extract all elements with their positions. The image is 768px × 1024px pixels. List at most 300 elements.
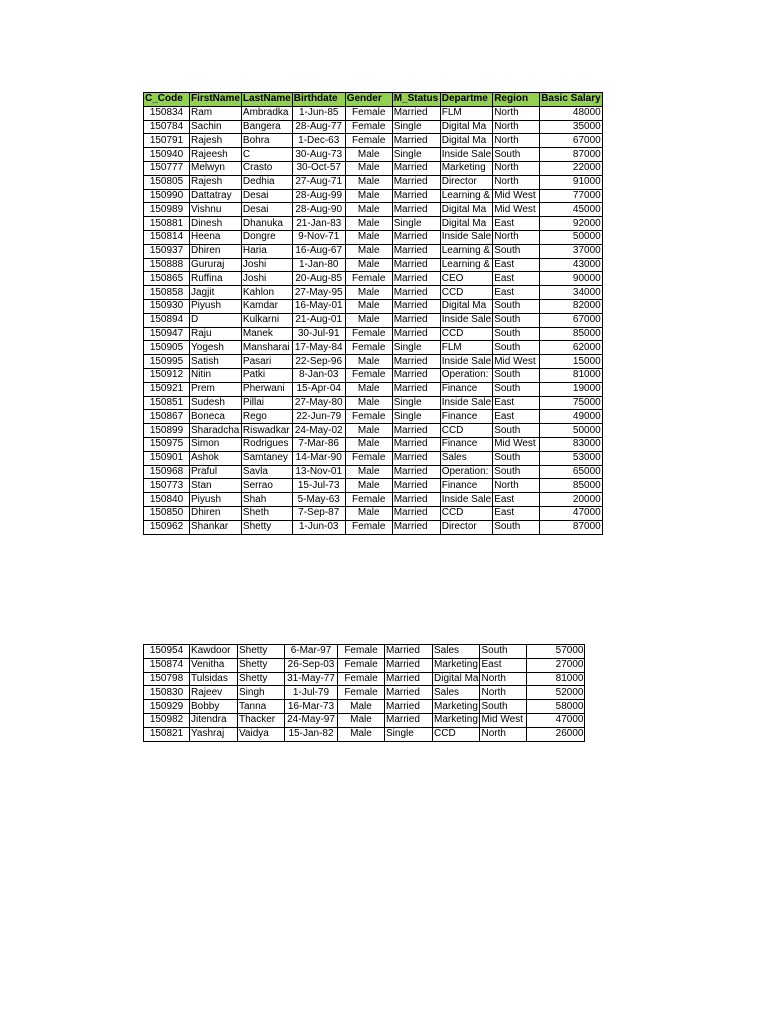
cell-m-status: Married xyxy=(385,713,433,727)
cell-m-status: Single xyxy=(392,341,440,355)
cell-firstname: Gururaj xyxy=(190,258,242,272)
cell-birthdate: 30-Oct-57 xyxy=(292,161,345,175)
table-row xyxy=(144,148,603,162)
cell-c-code: 150784 xyxy=(144,120,190,134)
cell-department: Finance xyxy=(440,479,492,493)
cell-birthdate: 15-Jan-82 xyxy=(285,727,338,741)
cell-basic-salary: 62000 xyxy=(540,341,603,355)
cell-gender: Male xyxy=(338,727,385,741)
cell-gender: Female xyxy=(345,134,392,148)
table-row xyxy=(144,189,603,203)
cell-gender: Female xyxy=(345,368,392,382)
cell-lastname: Kulkarni xyxy=(241,313,292,327)
cell-m-status: Married xyxy=(392,479,440,493)
cell-m-status: Married xyxy=(392,465,440,479)
cell-department: Inside Sale xyxy=(441,148,492,160)
cell-region: South xyxy=(493,424,540,438)
cell-birthdate: 24-May-97 xyxy=(285,713,338,727)
cell-firstname: Sharadcha xyxy=(190,424,242,438)
header-c-code: C_Code xyxy=(144,93,190,107)
cell-department: Operation: xyxy=(440,465,492,479)
cell-birthdate: 9-Nov-71 xyxy=(292,230,345,244)
cell-birthdate: 6-Mar-97 xyxy=(285,645,338,659)
cell-firstname: D xyxy=(190,313,242,327)
cell-lastname: Savla xyxy=(241,465,292,479)
table-row xyxy=(144,258,603,272)
cell-region: East xyxy=(493,493,540,507)
cell-birthdate: 17-May-84 xyxy=(292,341,345,355)
cell-gender: Male xyxy=(345,203,392,217)
cell-region: Mid West xyxy=(493,203,540,217)
cell-firstname: Vishnu xyxy=(190,203,242,217)
cell-gender: Male xyxy=(345,189,392,203)
cell-m-status: Married xyxy=(392,424,440,438)
cell-c-code: 150894 xyxy=(144,313,190,327)
cell-m-status: Married xyxy=(392,258,440,272)
table-row xyxy=(144,424,603,438)
cell-c-code: 150791 xyxy=(144,134,190,148)
cell-region: South xyxy=(493,451,540,465)
cell-birthdate: 8-Jan-03 xyxy=(292,368,345,382)
cell-firstname: Kawdoor xyxy=(190,645,238,659)
header-firstname: FirstName xyxy=(191,93,240,105)
cell-department: Digital Ma xyxy=(440,120,492,134)
cell-c-code: 150888 xyxy=(144,258,190,272)
cell-birthdate: 5-May-63 xyxy=(292,493,345,507)
cell-department: Learning & xyxy=(440,189,492,203)
cell-gender: Female xyxy=(345,451,392,465)
cell-lastname: Shetty xyxy=(238,658,285,672)
table-row xyxy=(144,382,603,396)
cell-gender: Female xyxy=(345,520,392,534)
cell-lastname: Joshi xyxy=(241,258,292,272)
cell-department: Inside Sale xyxy=(441,493,492,505)
header-basic-salary: Basic Salary xyxy=(541,93,601,105)
cell-region: East xyxy=(493,410,540,424)
cell-c-code: 150798 xyxy=(144,672,190,686)
cell-m-status: Married xyxy=(392,493,440,507)
cell-firstname: Satish xyxy=(190,355,242,369)
cell-c-code: 150814 xyxy=(144,230,190,244)
table-row xyxy=(144,175,603,189)
cell-birthdate: 16-Mar-73 xyxy=(285,700,338,714)
cell-m-status: Married xyxy=(392,313,440,327)
cell-firstname: Melwyn xyxy=(190,161,242,175)
cell-basic-salary: 81000 xyxy=(540,368,603,382)
cell-basic-salary: 87000 xyxy=(540,520,603,534)
cell-lastname: Shetty xyxy=(241,520,292,534)
cell-c-code: 150874 xyxy=(144,658,190,672)
cell-birthdate: 28-Aug-90 xyxy=(292,203,345,217)
header-m-status: M_Status xyxy=(392,93,440,107)
cell-c-code: 150940 xyxy=(144,148,190,162)
cell-basic-salary: 35000 xyxy=(540,120,603,134)
cell-c-code: 150865 xyxy=(144,272,190,286)
cell-region: East xyxy=(493,286,540,300)
cell-basic-salary: 50000 xyxy=(540,230,603,244)
cell-department: Inside Sale xyxy=(441,231,492,243)
cell-lastname: Haria xyxy=(241,244,292,258)
cell-m-status: Married xyxy=(392,161,440,175)
cell-gender: Male xyxy=(338,713,385,727)
table-row xyxy=(144,493,603,507)
cell-gender: Male xyxy=(345,437,392,451)
cell-lastname: Desai xyxy=(241,189,292,203)
cell-lastname: Crasto xyxy=(241,161,292,175)
cell-gender: Male xyxy=(345,299,392,313)
table-row xyxy=(144,106,603,120)
header-lastname: LastName xyxy=(242,93,291,105)
employee-table-page-2 xyxy=(143,644,585,742)
cell-m-status: Married xyxy=(392,272,440,286)
cell-c-code: 150773 xyxy=(144,479,190,493)
cell-birthdate: 7-Mar-86 xyxy=(292,437,345,451)
cell-firstname: Ram xyxy=(190,106,242,120)
table-row xyxy=(144,658,585,672)
cell-c-code: 150867 xyxy=(144,410,190,424)
cell-c-code: 150921 xyxy=(144,382,190,396)
cell-gender: Female xyxy=(338,672,385,686)
cell-birthdate: 27-Aug-71 xyxy=(292,175,345,189)
cell-department: Digital Ma xyxy=(440,134,492,148)
cell-basic-salary: 22000 xyxy=(540,161,603,175)
cell-firstname: Simon xyxy=(190,437,242,451)
cell-lastname: Vaidya xyxy=(238,727,285,741)
table-row xyxy=(144,217,603,231)
cell-lastname: Shetty xyxy=(238,645,285,659)
cell-lastname: Rodrigues xyxy=(241,437,292,451)
cell-region: North xyxy=(493,479,540,493)
cell-gender: Male xyxy=(345,355,392,369)
cell-department: Sales xyxy=(440,451,492,465)
cell-department: Learning & xyxy=(440,244,492,258)
cell-department: Finance xyxy=(440,437,492,451)
cell-basic-salary: 92000 xyxy=(540,217,603,231)
cell-m-status: Married xyxy=(392,437,440,451)
cell-firstname: Nitin xyxy=(190,368,242,382)
cell-basic-salary: 20000 xyxy=(540,493,603,507)
table-row xyxy=(144,727,585,741)
cell-lastname: Desai xyxy=(241,203,292,217)
cell-m-status: Married xyxy=(392,299,440,313)
cell-firstname: Dhiren xyxy=(190,244,242,258)
header-gender: Gender xyxy=(345,93,392,107)
cell-birthdate: 21-Jan-83 xyxy=(292,217,345,231)
cell-department: Operation: xyxy=(440,368,492,382)
cell-firstname: Rajesh xyxy=(190,175,242,189)
cell-gender: Female xyxy=(345,410,392,424)
cell-firstname: Jagjit xyxy=(190,286,242,300)
cell-c-code: 150805 xyxy=(144,175,190,189)
cell-region: South xyxy=(493,313,540,327)
cell-gender: Male xyxy=(345,217,392,231)
cell-c-code: 150937 xyxy=(144,244,190,258)
cell-department: Sales xyxy=(433,686,480,700)
cell-lastname: Riswadkar xyxy=(241,424,292,438)
table-row xyxy=(144,272,603,286)
cell-gender: Male xyxy=(345,396,392,410)
cell-c-code: 150930 xyxy=(144,299,190,313)
cell-basic-salary: 47000 xyxy=(527,713,585,727)
cell-m-status: Married xyxy=(392,286,440,300)
table-row xyxy=(144,368,603,382)
table-row xyxy=(144,520,603,534)
cell-birthdate: 27-May-95 xyxy=(292,286,345,300)
cell-region: North xyxy=(493,106,540,120)
table-row xyxy=(144,120,603,134)
cell-region: North xyxy=(480,686,527,700)
cell-basic-salary: 83000 xyxy=(540,437,603,451)
cell-department: CCD xyxy=(440,506,492,520)
cell-region: South xyxy=(493,148,540,162)
cell-region: South xyxy=(493,244,540,258)
cell-birthdate: 15-Apr-04 xyxy=(292,382,345,396)
cell-gender: Male xyxy=(345,258,392,272)
cell-m-status: Married xyxy=(392,368,440,382)
cell-region: North xyxy=(493,120,540,134)
cell-department: Director xyxy=(440,520,492,534)
table-row xyxy=(144,203,603,217)
cell-c-code: 150995 xyxy=(144,355,190,369)
cell-region: South xyxy=(480,700,527,714)
cell-birthdate: 15-Jul-73 xyxy=(292,479,345,493)
cell-lastname: Joshi xyxy=(241,272,292,286)
cell-department: Finance xyxy=(440,410,492,424)
cell-m-status: Married xyxy=(385,700,433,714)
cell-department: Inside Sale xyxy=(441,396,492,408)
cell-firstname: Sachin xyxy=(190,120,242,134)
cell-m-status: Single xyxy=(392,148,440,162)
cell-c-code: 150989 xyxy=(144,203,190,217)
table-row xyxy=(144,299,603,313)
cell-birthdate: 26-Sep-03 xyxy=(285,658,338,672)
cell-m-status: Married xyxy=(392,203,440,217)
cell-birthdate: 1-Jul-79 xyxy=(285,686,338,700)
cell-basic-salary: 65000 xyxy=(540,465,603,479)
table-row xyxy=(144,713,585,727)
header-birthdate: Birthdate xyxy=(292,93,345,107)
cell-c-code: 150905 xyxy=(144,341,190,355)
cell-lastname: Dedhia xyxy=(241,175,292,189)
cell-m-status: Married xyxy=(392,506,440,520)
cell-gender: Male xyxy=(345,230,392,244)
cell-basic-salary: 85000 xyxy=(540,479,603,493)
cell-basic-salary: 37000 xyxy=(540,244,603,258)
cell-c-code: 150929 xyxy=(144,700,190,714)
cell-m-status: Married xyxy=(392,382,440,396)
cell-lastname: C xyxy=(241,148,292,162)
cell-gender: Female xyxy=(345,272,392,286)
cell-lastname: Singh xyxy=(238,686,285,700)
cell-region: North xyxy=(480,672,527,686)
table-row xyxy=(144,286,603,300)
table-row xyxy=(144,341,603,355)
header-row xyxy=(144,93,603,107)
cell-birthdate: 30-Aug-73 xyxy=(292,148,345,162)
cell-gender: Female xyxy=(338,645,385,659)
cell-region: South xyxy=(493,465,540,479)
cell-birthdate: 7-Sep-87 xyxy=(292,506,345,520)
cell-firstname: Rajesh xyxy=(190,134,242,148)
cell-birthdate: 1-Jan-80 xyxy=(292,258,345,272)
cell-department: CCD xyxy=(440,327,492,341)
cell-region: South xyxy=(493,368,540,382)
cell-lastname: Shetty xyxy=(238,672,285,686)
cell-m-status: Married xyxy=(392,520,440,534)
cell-lastname: Manek xyxy=(241,327,292,341)
cell-basic-salary: 67000 xyxy=(540,313,603,327)
cell-birthdate: 31-May-77 xyxy=(285,672,338,686)
cell-region: East xyxy=(493,258,540,272)
cell-firstname: Venitha xyxy=(190,658,238,672)
cell-lastname: Bangera xyxy=(241,120,292,134)
cell-lastname: Shah xyxy=(241,493,292,507)
cell-basic-salary: 90000 xyxy=(540,272,603,286)
cell-department: Sales xyxy=(433,645,480,659)
cell-department: CCD xyxy=(440,424,492,438)
cell-lastname: Rego xyxy=(241,410,292,424)
cell-lastname: Bohra xyxy=(241,134,292,148)
cell-m-status: Married xyxy=(385,658,433,672)
cell-region: North xyxy=(493,134,540,148)
cell-basic-salary: 26000 xyxy=(527,727,585,741)
cell-basic-salary: 34000 xyxy=(540,286,603,300)
cell-firstname: Boneca xyxy=(190,410,242,424)
cell-lastname: Kamdar xyxy=(241,299,292,313)
cell-basic-salary: 77000 xyxy=(540,189,603,203)
cell-basic-salary: 27000 xyxy=(527,658,585,672)
cell-gender: Female xyxy=(345,341,392,355)
cell-department: CCD xyxy=(433,727,480,741)
table-row xyxy=(144,700,585,714)
cell-basic-salary: 45000 xyxy=(540,203,603,217)
cell-firstname: Ruffina xyxy=(190,272,242,286)
cell-m-status: Married xyxy=(385,645,433,659)
cell-lastname: Tanna xyxy=(238,700,285,714)
cell-gender: Female xyxy=(338,686,385,700)
cell-birthdate: 22-Jun-79 xyxy=(292,410,345,424)
cell-gender: Male xyxy=(345,148,392,162)
cell-c-code: 150990 xyxy=(144,189,190,203)
cell-gender: Male xyxy=(345,244,392,258)
cell-department: CCD xyxy=(440,286,492,300)
cell-department: Inside Sale xyxy=(441,355,492,367)
employee-table-page-1 xyxy=(143,92,603,535)
cell-department: Marketing xyxy=(433,713,480,727)
cell-gender: Female xyxy=(345,327,392,341)
cell-firstname: Yogesh xyxy=(190,341,242,355)
cell-m-status: Married xyxy=(392,451,440,465)
cell-m-status: Married xyxy=(392,106,440,120)
cell-basic-salary: 49000 xyxy=(540,410,603,424)
cell-firstname: Sudesh xyxy=(190,396,242,410)
cell-basic-salary: 47000 xyxy=(540,506,603,520)
cell-region: North xyxy=(493,161,540,175)
cell-m-status: Single xyxy=(392,120,440,134)
cell-lastname: Ambradka xyxy=(241,106,292,120)
cell-basic-salary: 53000 xyxy=(540,451,603,465)
table-row xyxy=(144,451,603,465)
cell-firstname: Jitendra xyxy=(190,713,238,727)
cell-firstname: Ashok xyxy=(190,451,242,465)
cell-region: East xyxy=(493,506,540,520)
cell-department: Marketing xyxy=(433,700,480,714)
table-row xyxy=(144,410,603,424)
cell-birthdate: 22-Sep-96 xyxy=(292,355,345,369)
cell-lastname: Pasari xyxy=(241,355,292,369)
cell-lastname: Pherwani xyxy=(241,382,292,396)
table-row xyxy=(144,645,585,659)
cell-c-code: 150899 xyxy=(144,424,190,438)
cell-birthdate: 13-Nov-01 xyxy=(292,465,345,479)
cell-m-status: Married xyxy=(392,175,440,189)
cell-gender: Male xyxy=(338,700,385,714)
table-row xyxy=(144,396,603,410)
cell-basic-salary: 67000 xyxy=(540,134,603,148)
cell-basic-salary: 48000 xyxy=(540,106,603,120)
cell-m-status: Married xyxy=(392,355,440,369)
cell-lastname: Pillai xyxy=(241,396,292,410)
cell-m-status: Single xyxy=(385,727,433,741)
table-row xyxy=(144,230,603,244)
cell-basic-salary: 58000 xyxy=(527,700,585,714)
table-row xyxy=(144,437,603,451)
cell-c-code: 150912 xyxy=(144,368,190,382)
cell-region: East xyxy=(480,658,527,672)
cell-gender: Male xyxy=(345,424,392,438)
cell-m-status: Single xyxy=(392,396,440,410)
cell-m-status: Single xyxy=(392,217,440,231)
cell-basic-salary: 82000 xyxy=(540,299,603,313)
table-row xyxy=(144,686,585,700)
cell-firstname: Dinesh xyxy=(190,217,242,231)
header-region: Region xyxy=(493,93,540,107)
cell-region: East xyxy=(493,217,540,231)
cell-c-code: 150881 xyxy=(144,217,190,231)
cell-c-code: 150962 xyxy=(144,520,190,534)
cell-birthdate: 28-Aug-99 xyxy=(292,189,345,203)
table-row xyxy=(144,161,603,175)
cell-m-status: Married xyxy=(392,230,440,244)
cell-department: CEO xyxy=(440,272,492,286)
cell-firstname: Piyush xyxy=(190,299,242,313)
cell-basic-salary: 15000 xyxy=(540,355,603,369)
cell-basic-salary: 43000 xyxy=(540,258,603,272)
cell-c-code: 150968 xyxy=(144,465,190,479)
cell-department: FLM xyxy=(440,106,492,120)
cell-c-code: 150840 xyxy=(144,493,190,507)
cell-region: South xyxy=(493,327,540,341)
cell-c-code: 150947 xyxy=(144,327,190,341)
cell-gender: Male xyxy=(345,479,392,493)
table-row xyxy=(144,327,603,341)
table-body-page-1 xyxy=(144,106,603,534)
cell-department: Finance xyxy=(440,382,492,396)
cell-department: Digital Ma xyxy=(440,217,492,231)
cell-c-code: 150982 xyxy=(144,713,190,727)
cell-firstname: Shankar xyxy=(190,520,242,534)
cell-lastname: Dongre xyxy=(241,230,292,244)
cell-c-code: 150850 xyxy=(144,506,190,520)
table-row xyxy=(144,672,585,686)
cell-c-code: 150858 xyxy=(144,286,190,300)
cell-birthdate: 14-Mar-90 xyxy=(292,451,345,465)
cell-lastname: Thacker xyxy=(238,713,285,727)
cell-gender: Female xyxy=(345,106,392,120)
cell-department: Digital Ma xyxy=(434,672,479,684)
cell-region: East xyxy=(493,396,540,410)
cell-basic-salary: 75000 xyxy=(540,396,603,410)
